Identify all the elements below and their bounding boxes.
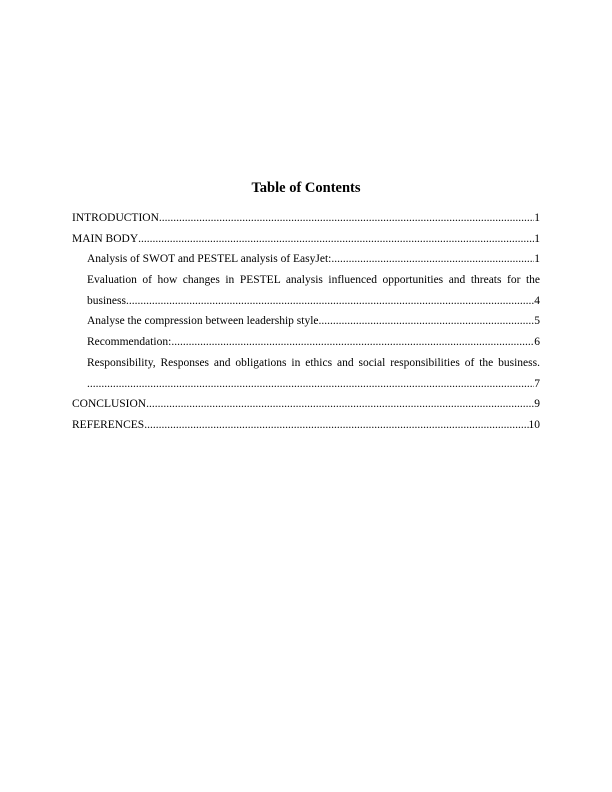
toc-entry-page: 6 [534, 336, 540, 349]
toc-entry-leadership[interactable] [72, 311, 540, 332]
toc-entry-page: 4 [534, 294, 540, 307]
toc-entry-evaluation-line2[interactable] [72, 291, 540, 312]
toc-entry-introduction[interactable] [72, 208, 540, 229]
toc-entry-page: 5 [534, 315, 540, 328]
dot-leader [159, 208, 534, 229]
dot-leader [138, 229, 534, 250]
dot-leader [87, 374, 534, 395]
dot-leader [171, 332, 534, 353]
toc-entry-responsibility-line2[interactable] [72, 374, 540, 395]
toc-entry-page: 1 [534, 232, 540, 245]
toc-entry-references[interactable] [72, 415, 540, 436]
toc-entry-text-line1: Evaluation of how changes in PESTEL analysis influenced opportunities and threats for the [87, 274, 540, 287]
toc-entry-page: 10 [528, 418, 540, 431]
toc-entry-text: Analyse the compression between leadership style [87, 315, 319, 328]
toc-entry-text: business [87, 294, 126, 307]
dot-leader [144, 415, 528, 436]
toc-entry-text: INTRODUCTION [72, 212, 159, 224]
dot-leader [319, 311, 535, 332]
toc-entry-main-body[interactable] [72, 229, 540, 250]
toc-entry-text: MAIN BODY [72, 232, 139, 245]
dot-leader [331, 249, 534, 270]
toc-entry-text: Analysis of SWOT and PESTEL analysis of EasyJet: [87, 253, 332, 266]
toc-entry-text: Recommendation: [87, 336, 172, 349]
toc-entry-page: 7 [534, 377, 540, 390]
toc-entry-text-line1: Responsibility, Responses and obligations in ethics and social responsibilities of the business. [87, 356, 540, 369]
table-of-contents [72, 208, 540, 436]
toc-entry-evaluation-line1[interactable] [72, 270, 540, 291]
toc-entry-text: CONCLUSION [72, 398, 147, 411]
dot-leader [146, 394, 534, 415]
dot-leader [126, 291, 534, 312]
toc-entry-page: 9 [534, 398, 540, 411]
toc-entry-page: 1 [534, 253, 540, 266]
toc-entry-conclusion[interactable] [72, 394, 540, 415]
toc-entry-swot-pestel[interactable] [72, 249, 540, 270]
toc-entry-page: 1 [534, 212, 540, 224]
toc-entry-text: REFERENCES [72, 418, 145, 431]
toc-entry-recommendation[interactable] [72, 332, 540, 353]
toc-entry-responsibility-line1[interactable] [72, 353, 540, 374]
toc-title: Table of Contents [251, 180, 361, 196]
